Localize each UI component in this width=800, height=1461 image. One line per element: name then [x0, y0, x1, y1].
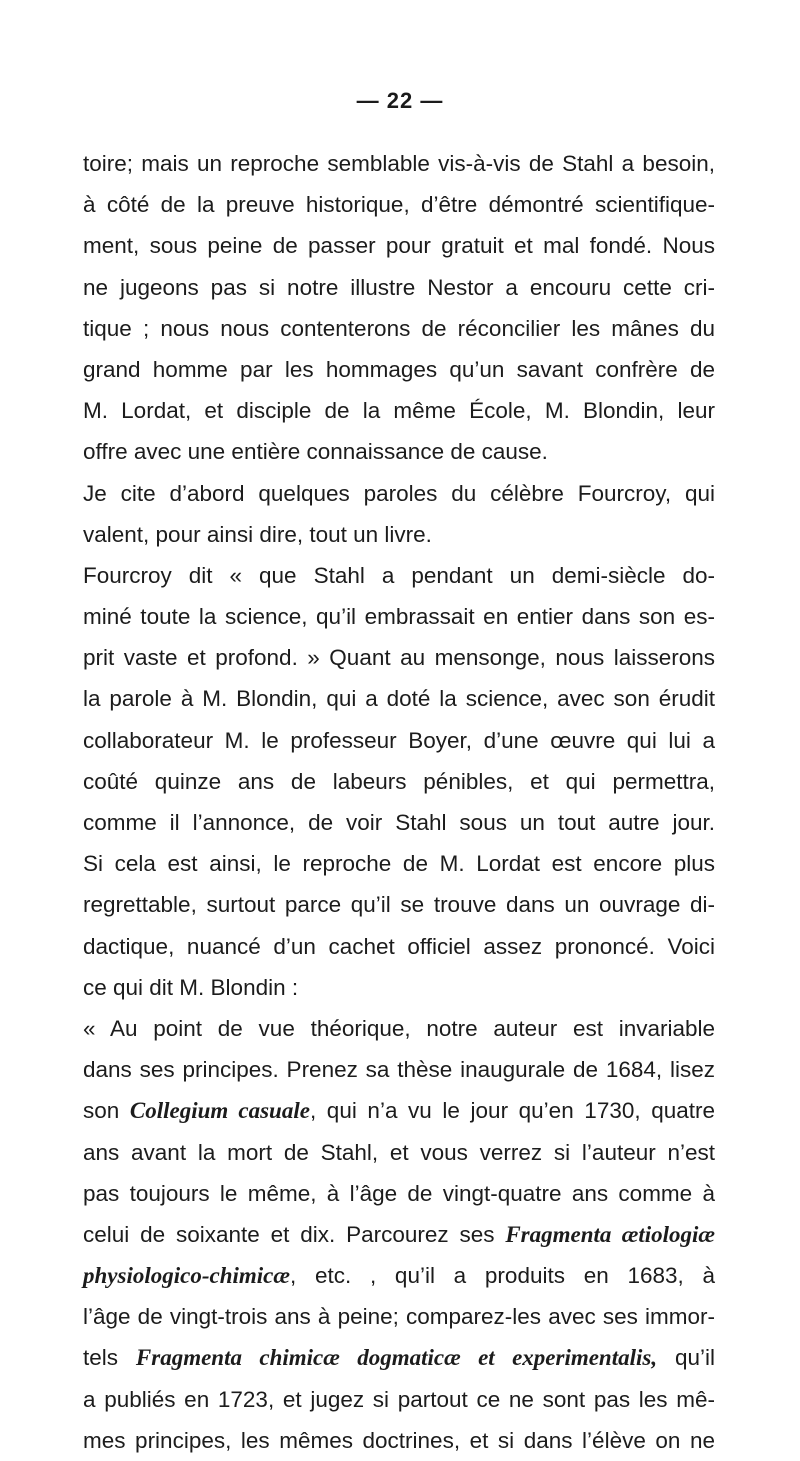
text-segment: dans ses principes. Prenez sa thèse inaugurale de 1684, lisez — [83, 1057, 715, 1083]
text-segment: l’âge de vingt-trois ans à peine; comparez-les avec ses immor- — [83, 1304, 715, 1330]
text-line — [83, 308, 715, 349]
text-segment: M. Lordat, et disciple de la même École, M. Blondin, leur — [83, 398, 715, 424]
text-segment: coûté quinze ans de labeurs pénibles, et qui permettra, — [83, 768, 715, 794]
text-line — [83, 1420, 715, 1461]
text-line — [83, 678, 715, 719]
text-line — [83, 1090, 715, 1131]
text-line — [83, 1008, 715, 1049]
body-text — [83, 143, 715, 1461]
text-segment: , qui n’a vu le jour qu’en 1730, quatre — [309, 1098, 716, 1124]
text-line — [83, 637, 715, 678]
page-number: — 22 — — [356, 88, 444, 113]
text-segment: comme il l’annonce, de voir Stahl sous un tout autre jour. — [83, 810, 715, 835]
text-segment: collaborateur M. le professeur Boyer, d’une œuvre qui lui a — [83, 727, 715, 753]
text-segment: Si cela est ainsi, le reproche de M. Lordat est encore plus — [83, 851, 715, 877]
text-line — [83, 884, 715, 925]
text-segment: à côté de la preuve historique, d’être démontré scientifique- — [83, 192, 715, 218]
text-segment: la parole à M. Blondin, qui a doté la science, avec son érudit — [83, 686, 715, 712]
text-segment: qu’il — [657, 1345, 716, 1371]
text-segment: Fourcroy dit « que Stahl a pendant un demi-siècle do- — [83, 562, 715, 588]
text-segment: regrettable, surtout parce qu’il se trouve dans un ouvrage di- — [83, 892, 715, 918]
italic-title: Fragmenta ætiologiæ — [505, 1221, 716, 1247]
text-line — [83, 473, 715, 514]
text-line — [83, 926, 715, 967]
text-line — [83, 1379, 715, 1420]
text-line — [83, 596, 715, 637]
text-line — [83, 1255, 715, 1296]
text-segment: celui de soixante et dix. Parcourez ses — [83, 1221, 506, 1247]
text-line — [83, 1214, 715, 1255]
text-segment: Je cite d’abord quelques paroles du célèbre Fourcroy, qui — [83, 480, 715, 506]
text-segment: tique ; nous nous contenterons de réconcilier les mânes du — [83, 315, 715, 341]
text-line — [83, 720, 715, 761]
italic-title: Collegium casuale — [129, 1098, 310, 1124]
text-line — [83, 1173, 715, 1214]
text-segment: mes principes, les mêmes doctrines, et si dans l’élève on ne — [83, 1427, 715, 1453]
text-line — [83, 967, 715, 1008]
text-segment: prit vaste et profond. » Quant au mensonge, nous laisserons — [83, 645, 715, 671]
text-line — [83, 143, 715, 184]
text-line — [83, 184, 715, 225]
text-segment: « Au point de vue théorique, notre auteur est invariable — [83, 1015, 715, 1041]
text-line — [83, 390, 715, 431]
text-line — [83, 761, 715, 802]
text-line — [83, 431, 715, 472]
text-segment: tels — [83, 1345, 136, 1371]
italic-title: Fragmenta chimicæ dogmaticæ et experimentalis, — [135, 1345, 658, 1371]
italic-title: physiologico-chimicæ — [83, 1263, 290, 1289]
text-line — [83, 802, 715, 843]
text-segment: a publiés en 1723, et jugez si partout ce ne sont pas les mê- — [83, 1386, 715, 1412]
text-line — [83, 1296, 715, 1337]
text-line — [83, 1049, 715, 1090]
text-segment: ans avant la mort de Stahl, et vous verrez si l’auteur n’est — [83, 1139, 715, 1165]
text-line — [83, 349, 715, 390]
text-segment: dactique, nuancé d’un cachet officiel assez prononcé. Voici — [83, 933, 715, 959]
text-segment: ment, sous peine de passer pour gratuit et mal fondé. Nous — [83, 233, 715, 259]
text-segment: pas toujours le même, à l’âge de vingt-quatre ans comme à — [83, 1180, 715, 1206]
text-segment: ce qui dit M. Blondin : — [83, 974, 299, 1000]
text-line — [83, 267, 715, 308]
text-segment: grand homme par les hommages qu’un savant confrère de — [83, 356, 715, 382]
text-segment: toire; mais un reproche semblable vis-à-vis de Stahl a besoin, — [83, 151, 715, 176]
text-segment: miné toute la science, qu’il embrassait en entier dans son es- — [83, 604, 715, 630]
text-line — [83, 1132, 715, 1173]
text-line — [83, 514, 715, 555]
text-segment: , etc. , qu’il a produits en 1683, à — [289, 1263, 715, 1289]
text-line — [83, 225, 715, 266]
text-segment: valent, pour ainsi dire, tout un livre. — [83, 521, 432, 547]
text-line — [83, 843, 715, 884]
text-segment: offre avec une entière connaissance de cause. — [83, 439, 548, 465]
text-line — [83, 1337, 715, 1378]
text-segment: ne jugeons pas si notre illustre Nestor a encouru cette cri- — [83, 274, 715, 300]
text-segment: son — [83, 1098, 130, 1124]
text-line — [83, 555, 715, 596]
